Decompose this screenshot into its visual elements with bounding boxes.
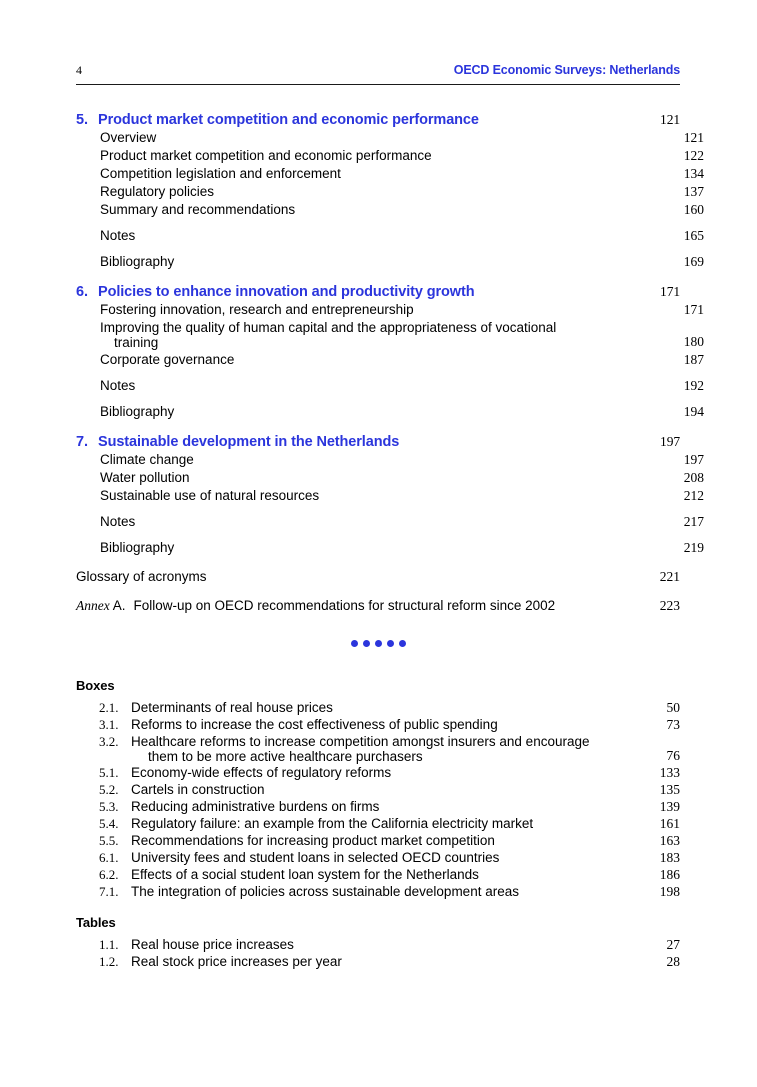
toc-entry-row[interactable] [76, 254, 704, 270]
list-item-title: Reforms to increase the cost effectiveness of public spending [131, 717, 498, 732]
list-item-page: 139 [659, 799, 680, 814]
toc-annex-page: 223 [659, 598, 680, 613]
list-item-page: 76 [666, 748, 680, 763]
list-item-number: 5.5. [99, 833, 119, 848]
toc-chapter-page: 197 [660, 434, 680, 449]
toc-entry-title: Bibliography [100, 404, 175, 419]
toc-entry-title: Regulatory policies [100, 184, 215, 199]
boxes-heading: Boxes [76, 678, 115, 693]
list-item-title: Real house price increases [131, 937, 294, 952]
list-item[interactable] [76, 717, 680, 733]
toc-entry-row[interactable] [76, 184, 704, 200]
toc-entry-page: 187 [683, 352, 704, 367]
toc-entry-title: Summary and recommendations [100, 202, 296, 217]
toc-entry-row[interactable] [76, 540, 704, 556]
list-item-number: 5.1. [99, 765, 119, 780]
toc-entry-row[interactable] [76, 320, 704, 350]
divider-dot [363, 640, 370, 647]
toc-entry-page: 219 [683, 540, 704, 555]
toc-entry-page: 217 [683, 514, 704, 529]
publication-title: OECD Economic Surveys: Netherlands [453, 63, 680, 77]
toc-entry-row[interactable] [76, 302, 704, 318]
toc-annex-letter: A. [112, 598, 126, 613]
toc-chapter-page: 121 [660, 112, 680, 127]
list-item-title: Cartels in construction [131, 782, 265, 797]
toc-entry-row[interactable] [76, 404, 704, 420]
toc-entry-row[interactable] [76, 378, 704, 394]
toc-entry-row[interactable] [76, 352, 704, 368]
toc-entry-row[interactable] [76, 202, 704, 218]
toc-entry-title: Bibliography [100, 540, 175, 555]
toc-entry-title: Bibliography [100, 254, 175, 269]
list-item[interactable] [76, 954, 680, 970]
divider-dot [399, 640, 406, 647]
toc-entry-page: 192 [683, 378, 704, 393]
toc-entry-title: Competition legislation and enforcement [100, 166, 341, 181]
toc-entry-row[interactable] [76, 452, 704, 468]
divider-dot [375, 640, 382, 647]
toc-annex-title [76, 598, 555, 614]
list-item-title: Recommendations for increasing product market competition [131, 833, 495, 848]
toc-entry-title: Sustainable use of natural resources [100, 488, 320, 503]
list-item-page: 133 [659, 765, 680, 780]
list-item[interactable] [76, 884, 680, 900]
toc-annex-label: Annex [76, 598, 110, 613]
toc-entry-page: 208 [683, 470, 704, 485]
toc-entry-page: 122 [683, 148, 704, 163]
list-item[interactable] [76, 816, 680, 832]
toc-entry-row[interactable] [76, 130, 704, 146]
toc-entry-title: Overview [100, 130, 157, 145]
list-item[interactable] [76, 782, 680, 798]
list-item-title: Effects of a social student loan system for the Netherlands [131, 867, 479, 882]
list-item-title: Economy-wide effects of regulatory reforms [131, 765, 392, 780]
toc-entry-row[interactable] [76, 514, 704, 530]
toc-entry-page: 171 [683, 302, 704, 317]
list-item[interactable] [76, 867, 680, 883]
toc-backmatter-row[interactable] [76, 569, 680, 585]
toc-entry-page: 197 [683, 452, 704, 467]
list-item-number: 6.1. [99, 850, 119, 865]
list-item[interactable] [76, 734, 680, 764]
toc-entry-title [100, 320, 556, 350]
tables-heading: Tables [76, 915, 116, 930]
boxes-list-block [76, 678, 680, 900]
list-item-page: 28 [666, 954, 680, 969]
toc-entry-title: Notes [100, 378, 136, 393]
list-item-page: 198 [659, 884, 680, 899]
toc-chapter-page: 171 [660, 284, 680, 299]
list-item-number: 1.1. [99, 937, 119, 952]
list-item-number: 2.1. [99, 700, 119, 715]
running-header [76, 64, 680, 77]
list-item[interactable] [76, 700, 680, 716]
list-item-page: 135 [659, 782, 680, 797]
toc-entry-title: Notes [100, 514, 136, 529]
toc-entry-row[interactable] [76, 228, 704, 244]
toc-entry-page: 169 [683, 254, 704, 269]
list-item-title-line2: them to be more active healthcare purchasers [148, 749, 423, 764]
list-item[interactable] [76, 937, 680, 953]
toc-entry-row[interactable] [76, 470, 704, 486]
toc-entry-title: Product market competition and economic performance [100, 148, 432, 163]
list-item-number: 3.1. [99, 717, 119, 732]
list-item-number: 5.4. [99, 816, 119, 831]
list-item-title: The integration of policies across sustainable development areas [131, 884, 519, 899]
toc-chapter-number: 7. [76, 434, 88, 450]
list-item-number: 5.2. [99, 782, 119, 797]
list-item-title: Real stock price increases per year [131, 954, 342, 969]
list-item-page: 27 [666, 937, 680, 952]
toc-entry-title: Water pollution [100, 470, 190, 485]
boxes-items [76, 700, 680, 900]
toc-entry-row[interactable] [76, 166, 704, 182]
toc-entry-title: Notes [100, 228, 136, 243]
toc-chapter-title: Policies to enhance innovation and productivity growth [98, 284, 475, 300]
list-item-number: 5.3. [99, 799, 119, 814]
toc-entry-title: Climate change [100, 452, 194, 467]
toc-backmatter-title: Glossary of acronyms [76, 569, 207, 584]
header-rule [76, 84, 680, 85]
list-item-number: 7.1. [99, 884, 119, 899]
toc-chapter-row[interactable] [76, 284, 680, 300]
list-item-number: 3.2. [99, 734, 119, 749]
list-item-page: 73 [666, 717, 680, 732]
toc-chapter-title: Product market competition and economic performance [98, 112, 479, 128]
divider-dot [387, 640, 394, 647]
toc-chapter-row[interactable] [76, 434, 680, 450]
list-item-page: 163 [659, 833, 680, 848]
list-item[interactable] [76, 850, 680, 866]
toc-entry-page: 160 [683, 202, 704, 217]
tables-items [76, 937, 680, 970]
toc-entry-page: 165 [683, 228, 704, 243]
toc-entry-title-line1: Improving the quality of human capital and the appropriateness of vocational [100, 320, 557, 335]
toc-entry-page: 212 [683, 488, 704, 503]
toc-annex-row[interactable] [76, 598, 680, 614]
dot-divider [0, 640, 757, 647]
toc-entry-page: 121 [683, 130, 704, 145]
page-folio-number: 4 [76, 63, 82, 77]
toc-chapter-title: Sustainable development in the Netherlands [98, 434, 400, 450]
list-item[interactable] [76, 799, 680, 815]
list-item-page: 186 [659, 867, 680, 882]
toc-entry-title-line2: training [114, 335, 159, 350]
list-item-number: 6.2. [99, 867, 119, 882]
list-item-title: Reducing administrative burdens on firms [131, 799, 380, 814]
toc-entry-page: 194 [683, 404, 704, 419]
list-item-number: 1.2. [99, 954, 119, 969]
toc-chapter-row[interactable] [76, 112, 680, 128]
list-item-title: Regulatory failure: an example from the California electricity market [131, 816, 534, 831]
toc-entry-row[interactable] [76, 488, 704, 504]
list-item[interactable] [76, 765, 680, 781]
toc-entry-row[interactable] [76, 148, 704, 164]
toc-backmatter-page: 221 [659, 569, 680, 584]
toc-entry-title: Corporate governance [100, 352, 235, 367]
list-item-title [131, 734, 590, 764]
tables-list-block [76, 915, 680, 970]
list-item[interactable] [76, 833, 680, 849]
toc-entry-title: Fostering innovation, research and entrepreneurship [100, 302, 414, 317]
toc-chapter-number: 5. [76, 112, 88, 128]
toc-chapter-number: 6. [76, 284, 88, 300]
toc-entry-page: 180 [683, 334, 704, 349]
toc-entry-page: 137 [683, 184, 704, 199]
toc-annex-heading: Follow-up on OECD recommendations for structural reform since 2002 [133, 598, 556, 613]
list-item-title-line1: Healthcare reforms to increase competition amongst insurers and encourage [131, 734, 590, 749]
divider-dot [351, 640, 358, 647]
list-item-title: University fees and student loans in selected OECD countries [131, 850, 500, 865]
toc-entry-page: 134 [683, 166, 704, 181]
list-item-page: 161 [659, 816, 680, 831]
list-item-page: 183 [659, 850, 680, 865]
list-item-page: 50 [666, 700, 680, 715]
list-item-title: Determinants of real house prices [131, 700, 333, 715]
table-of-contents [76, 112, 704, 614]
